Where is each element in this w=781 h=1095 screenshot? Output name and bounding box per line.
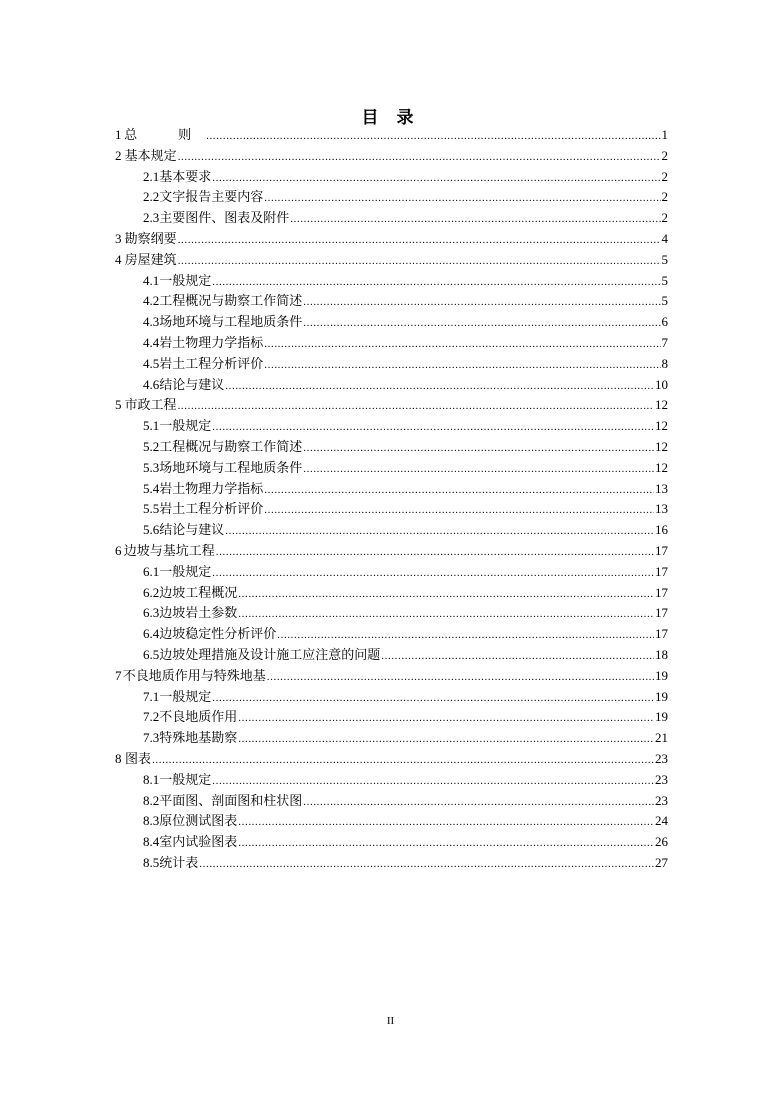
toc-dot-leader <box>238 604 654 624</box>
toc-dot-leader <box>303 792 654 812</box>
toc-entry-page: 1 <box>661 127 668 142</box>
toc-entry[interactable] <box>143 354 668 374</box>
toc-entry[interactable] <box>115 146 668 166</box>
page-footer-number: II <box>386 1015 395 1027</box>
toc-dot-leader <box>238 729 654 749</box>
toc-entry-number: 5.3 <box>143 459 160 475</box>
toc-entry-page: 8 <box>661 355 668 371</box>
toc-entry[interactable] <box>143 687 668 707</box>
toc-entry-title: 特殊地基勘察 <box>159 731 238 747</box>
toc-entry-number: 7.2 <box>143 709 160 725</box>
toc-entry-title: 市政工程 <box>124 398 177 414</box>
toc-entry-page: 5 <box>661 251 668 267</box>
toc-entry-title: 图表 <box>125 752 152 767</box>
toc-entry-page: 19 <box>655 709 668 725</box>
toc-entry-number: 4 <box>115 251 122 267</box>
toc-entry-title: 基本要求 <box>159 169 212 185</box>
toc-entry-number: 8.3 <box>143 813 160 829</box>
toc-entry-title: 勘察纲要 <box>124 232 177 247</box>
toc-entry[interactable] <box>143 728 668 748</box>
toc-entry-number: 5.6 <box>143 522 160 538</box>
toc-dot-leader <box>206 126 660 146</box>
toc-entry-page: 17 <box>655 584 668 600</box>
toc-title: 目 录 <box>361 108 420 128</box>
toc-entry-page: 7 <box>661 335 668 350</box>
toc-entry-page: 21 <box>655 730 668 746</box>
toc-dot-leader <box>178 396 654 416</box>
toc-entry-title: 一般规定 <box>159 564 212 580</box>
toc-entry-title: 基本规定 <box>124 148 177 164</box>
toc-entry-page: 10 <box>655 376 668 392</box>
toc-dot-leader <box>238 584 654 604</box>
toc-entry-number: 5.1 <box>143 418 160 434</box>
toc-entry-title: 场地环境与工程地质条件 <box>159 460 303 476</box>
toc-entry-number: 4.4 <box>143 335 160 350</box>
toc-entry-page: 17 <box>655 563 668 579</box>
toc-entry[interactable] <box>143 707 668 727</box>
toc-entry[interactable] <box>143 333 668 353</box>
toc-entry-title: 边坡工程概况 <box>159 585 238 601</box>
toc-entry-number: 8 <box>115 751 122 766</box>
toc-entry-page: 27 <box>655 855 668 870</box>
toc-entry-title: 岩土工程分析评价 <box>159 502 264 518</box>
toc-entry-page: 13 <box>655 501 668 517</box>
toc-entry-number: 6.3 <box>143 605 160 621</box>
toc-entry[interactable] <box>143 271 668 291</box>
toc-entry-number: 5 <box>115 397 122 413</box>
toc-entry-number: 8.4 <box>143 834 160 850</box>
toc-entry-title: 原位测试图表 <box>159 814 238 830</box>
toc-entry[interactable] <box>143 770 668 790</box>
toc-entry-page: 12 <box>655 439 668 454</box>
toc-entry-number: 5.5 <box>143 501 160 517</box>
toc-entry-page: 17 <box>655 605 668 621</box>
toc-entry-page: 12 <box>655 459 668 475</box>
toc-entry-number: 8.5 <box>143 855 160 870</box>
toc-entry-number: 6 <box>115 543 122 558</box>
toc-dot-leader <box>277 625 654 645</box>
toc-dot-leader <box>212 688 654 708</box>
toc-entry-title: 边坡岩土参数 <box>159 606 238 622</box>
toc-entry-number: 6.2 <box>143 584 160 600</box>
toc-entry-title: 主要图件、图表及附件 <box>159 211 290 227</box>
toc-dot-leader <box>199 854 654 874</box>
toc-entry-number: 2.1 <box>143 168 160 184</box>
toc-entry-title: 文字报告主要内容 <box>159 190 264 206</box>
toc-entry-title: 工程概况与勘察工作简述 <box>159 294 303 310</box>
toc-entry-page: 19 <box>655 688 668 704</box>
toc-entry[interactable] <box>143 375 668 395</box>
toc-entry-title: 一般规定 <box>159 772 212 788</box>
toc-dot-leader <box>216 542 654 562</box>
toc-entry-number: 7.3 <box>143 730 160 746</box>
toc-entry[interactable] <box>143 479 668 499</box>
toc-entry-number: 2 <box>115 147 122 163</box>
toc-entry-page: 24 <box>655 813 668 829</box>
toc-entry-page: 13 <box>655 480 668 496</box>
toc-entry[interactable] <box>143 416 668 436</box>
toc-entry-title: 统计表 <box>159 856 199 871</box>
toc-entry-number: 5.2 <box>143 439 160 454</box>
toc-dot-leader <box>212 771 654 791</box>
toc-dot-leader <box>152 750 654 770</box>
toc-entry-number: 1 <box>115 127 122 142</box>
toc-entry-title: 边坡稳定性分析评价 <box>159 627 277 643</box>
toc-dot-leader <box>381 646 654 666</box>
toc-entry-page: 2 <box>661 147 668 163</box>
toc-entry[interactable] <box>115 125 668 145</box>
toc-entry-page: 23 <box>655 751 668 766</box>
toc-entry-title: 房屋建筑 <box>124 252 177 268</box>
toc-entry[interactable] <box>115 250 668 270</box>
toc-entry-number: 6.5 <box>143 647 160 662</box>
toc-dot-leader <box>264 480 654 500</box>
toc-entry[interactable] <box>143 167 668 187</box>
toc-entry-page: 23 <box>655 771 668 787</box>
toc-entry[interactable] <box>143 583 668 603</box>
toc-entry-page: 16 <box>655 522 668 538</box>
toc-entry-title: 一般规定 <box>159 689 212 705</box>
toc-entry[interactable] <box>143 603 668 623</box>
toc-dot-leader <box>303 313 660 333</box>
toc-entry[interactable] <box>143 208 668 228</box>
toc-entry-title: 一般规定 <box>159 419 212 435</box>
toc-entry[interactable] <box>115 749 668 769</box>
toc-dot-leader <box>225 521 654 541</box>
toc-entry-number: 4.5 <box>143 355 160 371</box>
toc-dot-leader <box>178 147 661 167</box>
toc-entry-title: 室内试验图表 <box>159 835 238 851</box>
toc-dot-leader <box>264 334 660 354</box>
toc-entry[interactable] <box>143 291 668 311</box>
toc-entry-number: 4.6 <box>143 376 160 392</box>
toc-entry-page: 17 <box>655 626 668 642</box>
toc-entry[interactable] <box>143 458 668 478</box>
toc-entry[interactable] <box>143 499 668 519</box>
toc-entry[interactable] <box>143 853 668 873</box>
toc-entry[interactable] <box>143 520 668 540</box>
toc-dot-leader <box>264 188 660 208</box>
toc-entry[interactable] <box>115 541 668 561</box>
toc-entry-title: 不良地质作用 <box>159 710 238 726</box>
toc-entry-title: 岩土工程分析评价 <box>159 356 264 372</box>
toc-dot-leader <box>303 292 660 312</box>
toc-entry-title: 结论与建议 <box>159 377 225 393</box>
toc-entry-number: 6.1 <box>143 563 160 579</box>
toc-entry-title: 不良地质作用与特殊地基 <box>122 668 266 684</box>
toc-entry[interactable] <box>115 229 668 249</box>
toc-entry-page: 6 <box>661 314 668 330</box>
toc-entry-page: 26 <box>655 834 668 850</box>
toc-entry-page: 12 <box>655 397 668 413</box>
toc-dot-leader <box>264 500 654 520</box>
toc-entry-title: 边坡与基坑工程 <box>123 544 215 559</box>
toc-dot-leader <box>264 355 660 375</box>
toc-entry-page: 4 <box>661 231 668 246</box>
toc-entry-number: 5.4 <box>143 480 160 496</box>
toc-entry-number: 4.2 <box>143 293 160 309</box>
toc-entry[interactable] <box>115 666 668 686</box>
toc-entry[interactable] <box>143 811 668 831</box>
toc-entry-number: 4.3 <box>143 314 160 330</box>
toc-dot-leader <box>178 230 661 250</box>
toc-dot-leader <box>238 812 654 832</box>
toc-entry-number: 6.4 <box>143 626 160 642</box>
toc-entry-number: 8.2 <box>143 792 160 808</box>
toc-entry-number: 7.1 <box>143 688 160 704</box>
toc-entry[interactable] <box>143 312 668 332</box>
toc-dot-leader <box>303 438 654 458</box>
toc-entry[interactable] <box>143 791 668 811</box>
toc-entry[interactable] <box>143 187 668 207</box>
toc-entry-page: 5 <box>661 272 668 288</box>
toc-entry-page: 19 <box>655 667 668 683</box>
toc-dot-leader <box>212 417 654 437</box>
toc-entry-title: 岩土物理力学指标 <box>159 336 264 351</box>
toc-entry-title: 平面图、剖面图和柱状图 <box>159 793 303 809</box>
toc-dot-leader <box>212 563 654 583</box>
toc-entry-page: 2 <box>661 210 668 226</box>
toc-entry-page: 12 <box>655 418 668 434</box>
toc-dot-leader <box>212 168 660 188</box>
toc-entry[interactable] <box>143 645 668 665</box>
toc-entry[interactable] <box>143 624 668 644</box>
toc-entry[interactable] <box>143 832 668 852</box>
toc-entry-page: 2 <box>661 168 668 184</box>
toc-entry-title: 岩土物理力学指标 <box>159 481 264 497</box>
toc-dot-leader <box>238 708 654 728</box>
toc-entry-page: 23 <box>655 792 668 808</box>
toc-entry-number: 3 <box>115 231 122 246</box>
toc-entry[interactable] <box>115 395 668 415</box>
toc-dot-leader <box>212 272 660 292</box>
toc-entry-page: 2 <box>661 189 668 205</box>
toc-entry-number: 8.1 <box>143 771 160 787</box>
toc-entry-title: 结论与建议 <box>159 523 225 539</box>
toc-entry-title: 工程概况与勘察工作简述 <box>159 440 303 455</box>
toc-entry-number: 2.3 <box>143 210 160 226</box>
toc-entry-title: 场地环境与工程地质条件 <box>159 315 303 331</box>
toc-dot-leader <box>267 667 654 687</box>
toc-entry-title: 边坡处理措施及设计施工应注意的问题 <box>159 648 381 663</box>
toc-entry-page: 17 <box>655 543 668 558</box>
toc-dot-leader <box>303 459 654 479</box>
toc-dot-leader <box>290 209 660 229</box>
toc-entry-number: 7 <box>115 667 122 683</box>
toc-dot-leader <box>178 251 661 271</box>
toc-entry-number: 4.1 <box>143 272 160 288</box>
toc-entry-page: 5 <box>661 293 668 309</box>
toc-entry-title: 总 则 <box>124 128 206 143</box>
toc-entry[interactable] <box>143 562 668 582</box>
toc-entry-number: 2.2 <box>143 189 160 205</box>
toc-dot-leader <box>225 376 654 396</box>
toc-entry[interactable] <box>143 437 668 457</box>
toc-entry-title: 一般规定 <box>159 273 212 289</box>
toc-dot-leader <box>238 833 654 853</box>
toc-entry-page: 18 <box>655 647 668 662</box>
